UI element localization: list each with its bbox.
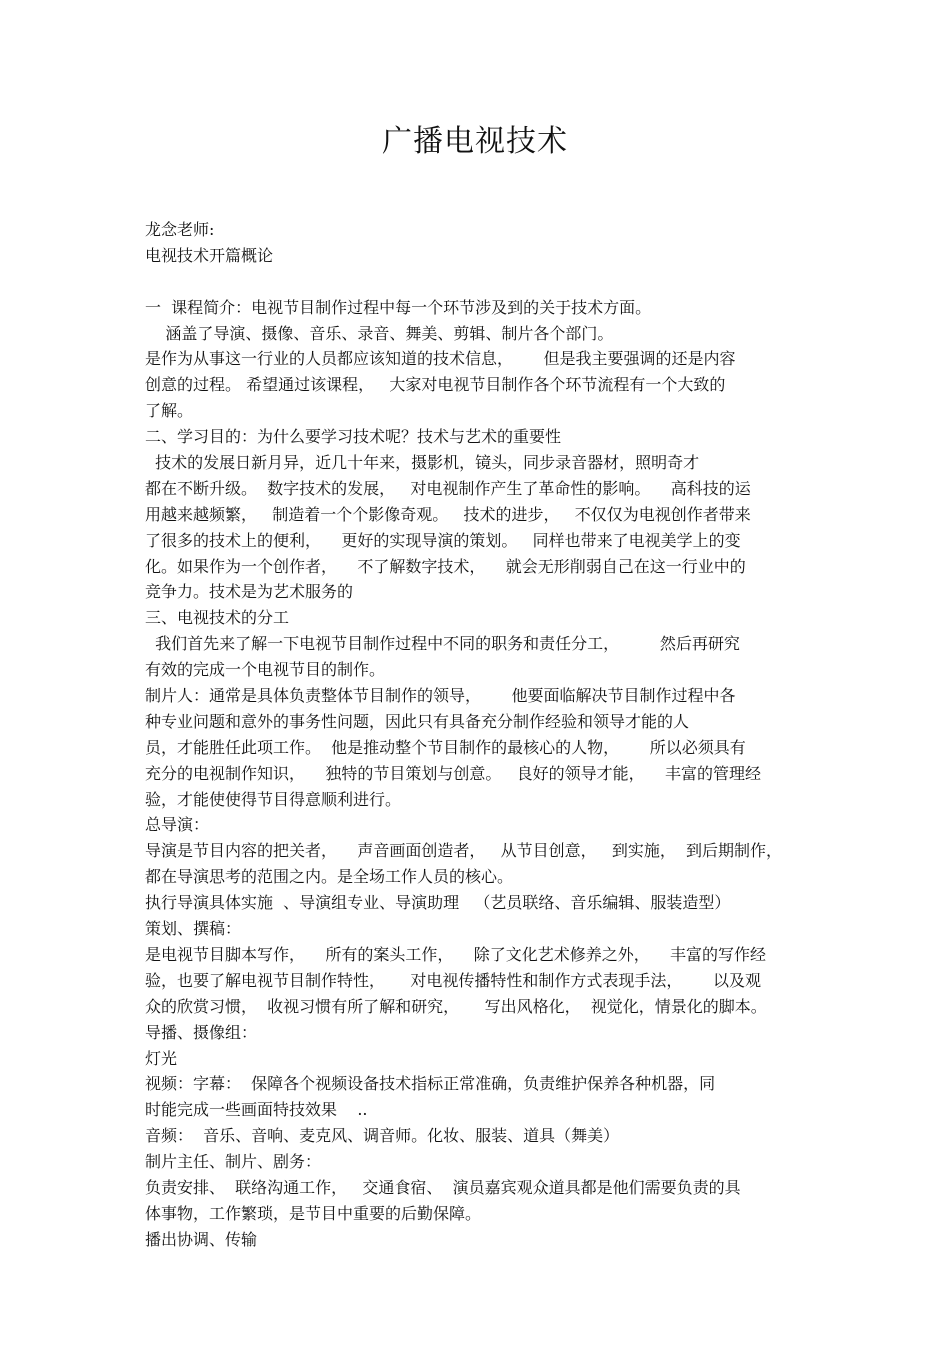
document-title: 广播电视技术 [382,124,568,159]
text-line: 一 课程简介：电视节目制作过程中每一个环节涉及到的关于技术方面。 [145,297,652,317]
text-line: 二、学习目的：为什么要学习技术呢？技术与艺术的重要性 [145,427,562,447]
text-line: 制片主任、制片、剧务： [145,1152,322,1172]
text-line: 策划、撰稿： [145,919,242,939]
text-line: 验，才能使使得节目得意顺利进行。 [145,789,402,809]
text-line: 有效的完成一个电视节目的制作。 [145,660,386,680]
blank-line [145,269,815,295]
text-line: 我们首先来了解一下电视节目制作过程中不同的职务和责任分工， 然后再研究 [145,634,740,654]
text-line: 竞争力。技术是为艺术服务的 [145,582,354,602]
text-line: 种专业问题和意外的事务性问题，因此只有具备充分制作经验和领导才能的人 [145,711,690,731]
text-line: 化。如果作为一个创作者， 不了解数字技术， 就会无形削弱自己在这一行业中的 [145,556,746,576]
text-line: 龙念老师: [145,220,215,239]
text-line: 电视技术开篇概论 [145,245,274,265]
text-line: 总导演： [145,815,210,835]
text-line: 执行导演具体实施 、导演组专业、导演助理 （艺员联络、音乐编辑、服装造型） [145,893,731,913]
text-line: 了很多的技术上的便利， 更好的实现导演的策划。 同样也带来了电视美学上的变 [145,530,741,550]
text-line: 众的欣赏习惯， 收视习惯有所了解和研究， 写出风格化， 视觉化，情景化的脚本。 [145,996,767,1016]
text-line: 是电视节目脚本写作， 所有的案头工作， 除了文化艺术修养之外， 丰富的写作经 [145,944,767,964]
text-line: 都在不断升级。 数字技术的发展， 对电视制作产生了革命性的影响。 高科技的运 [145,478,751,498]
text-line: 三、电视技术的分工 [145,608,290,628]
text-line: 视频：字幕： 保障各个视频设备技术指标正常准确，负责维护保养各种机器，同 [145,1074,716,1094]
text-line: 导播、摄像组： [145,1022,258,1042]
text-line: 负责安排、 联络沟通工作， 交通食宿、 演员嘉宾观众道具都是他们需要负责的具 [145,1177,741,1197]
text-line: 音频： 音乐、音响、麦克风、调音师。化妆、服装、道具（舞美） [145,1126,620,1146]
text-line: 灯光 [145,1048,178,1068]
text-line: 播出协调、传输 [145,1229,258,1249]
text-line: 体事物，工作繁琐，是节目中重要的后勤保障。 [145,1203,482,1223]
text-line: 验，也要了解电视节目制作特性， 对电视传播特性和制作方式表现手法， 以及观 [145,970,761,990]
text-line: 员，才能胜任此项工作。 他是推动整个节目制作的最核心的人物， 所以必须具有 [145,737,746,757]
text-line: 技术的发展日新月异，近几十年来，摄影机，镜头，同步录音器材，照明奇才 [145,453,700,473]
text-line: 涵盖了导演、摄像、音乐、录音、舞美、剪辑、制片各个部门。 [145,323,614,343]
text-line: 是作为从事这一行业的人员都应该知道的技术信息， 但是我主要强调的还是内容 [145,349,736,369]
text-line: 制片人：通常是具体负责整体节目制作的领导， 他要面临解决节目制作过程中各 [145,686,736,706]
text-line: 导演是节目内容的把关者， 声音画面创造者， 从节目创意， 到实施， 到后期制作， [145,841,783,861]
document-body [145,217,815,1253]
text-line: 用越来越频繁， 制造着一个个影像奇观。 技术的进步， 不仅仅为电视创作者带来 [145,504,751,524]
text-line: 充分的电视制作知识， 独特的节目策划与创意。 良好的领导才能， 丰富的管理经 [145,763,761,783]
text-line: 都在导演思考的范围之内。是全场工作人员的核心。 [145,867,514,887]
text-line: 了解。 [145,401,194,421]
text-line: 创意的过程。 希望通过该课程， 大家对电视节目制作各个环节流程有一个大致的 [145,375,726,395]
text-line: 时能完成一些画面特技效果 .. [145,1100,368,1120]
